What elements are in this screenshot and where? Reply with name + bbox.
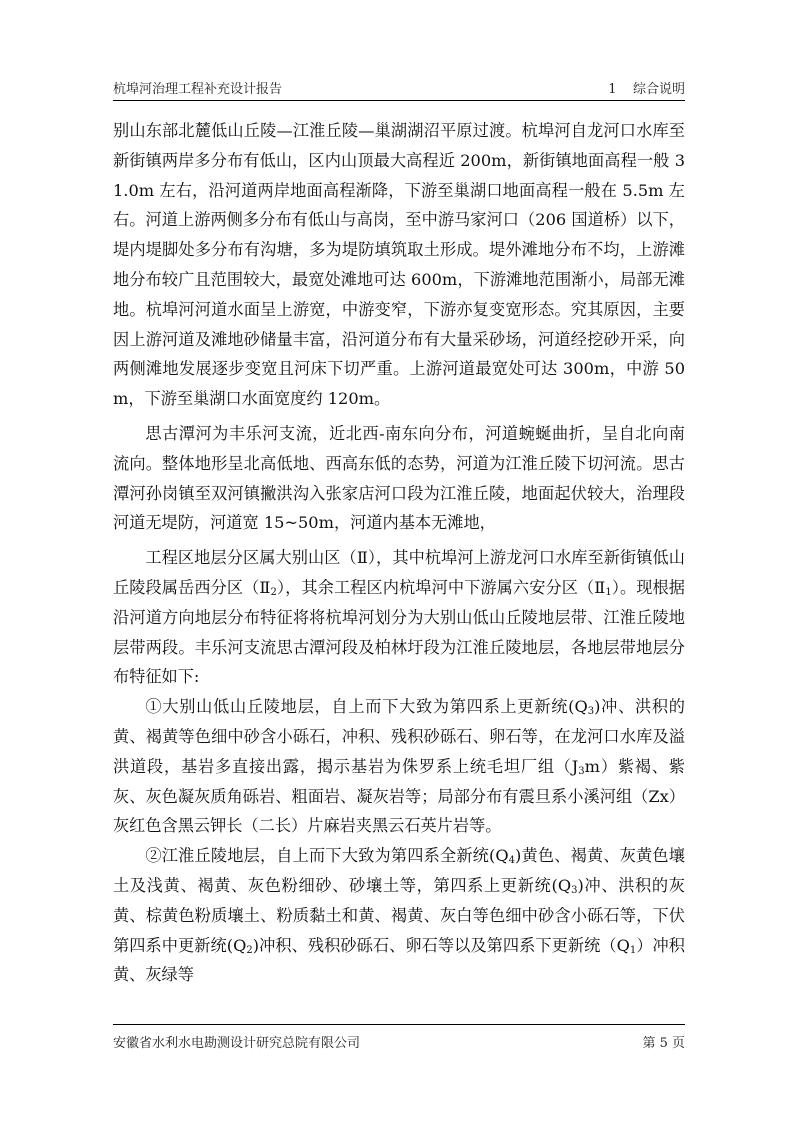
page-footer [113,1032,685,1050]
section-title: 1 综合说明 [608,82,685,97]
document-body [113,116,685,990]
page-header [113,78,685,98]
company-name: 安徽省水利水电勘测设计研究总院有限公司 [113,1036,361,1051]
paragraph-jianghuai-stratum: ②江淮丘陵地层，自上而下大致为第四系全新统$(Q_4)$黄色、褐黄、灰黄色壤土及浅黄、褐黄、灰色粉细砂、砂壤土等，第四系上更新统$(Q_3)$冲、洪积的灰黄、棕黄色粉质壤土、粉质黏土和黄、褐黄、灰白等色细中砂含小砾石等，下伏第四系中更新统$(Q_2)$冲积、残积砂砾石、卵石等以及第四系下更新统$(Q_1)$冲积黄、灰绿等 [113,846,685,985]
paragraph-stratum-division: 工程区地层分区属大别山区（Ⅱ），其中杭埠河上游龙河口水库至新街镇低山丘陵段属岳西分区$(Ⅱ_2)$，其余工程区内杭埠河中下游属六安分区$(Ⅱ_1)$。现根据沿河道方向地层分布特征将将杭埠河划分为大别山低山丘陵地层带、江淮丘陵地层带两段。丰乐河支流思古潭河段及柏林圩段为江淮丘陵地层，各地层带地层分布特征如下: [113,548,685,687]
footer-divider [113,1024,685,1025]
report-title: 杭埠河治理工程补充设计报告 [113,82,283,97]
paragraph-terrain-hangbu: 别山东部北麓低山丘陵—江淮丘陵—巢湖湖沼平原过渡。杭埠河自龙河口水库至新街镇两岸多分布有低山，区内山顶最大高程近 200m，新街镇地面高程一般 31.0m 左右，沿河道两岸地面高程渐降，下游至巢湖口地面高程一般在 5.5m 左右。河道上游两侧多分布有低山与高岗，至中游马家河口（206 国道桥）以下，堤内堤脚处多分布有沟塘，多为堤防填筑取土形成。堤外滩地分布不均，上游滩地分布较广且范围较大，最宽处滩地可达 600m，下游滩地范围渐小，局部无滩地。杭埠河河道水面呈上游宽，中游变窄，下游亦复变宽形态。究其原因，主要因上游河道及滩地砂储量丰富，沿河道分布有大量采砂场，河道经挖砂开采，向两侧滩地发展逐步变宽且河床下切严重。上游河道最宽处可达 300m，中游 50m，下游至巢湖口水面宽度约 120m。 [113,121,685,409]
header-divider [113,100,685,101]
paragraph-dabie-stratum: ①大别山低山丘陵地层，自上而下大致为第四系上更新统$(Q_3)$冲、洪积的黄、褐黄等色细中砂含小砾石，冲积、残积砂砾石、卵石等，在龙河口水库及溢洪道段，基岩多直接出露，揭示基岩为侏罗系上统毛坦厂组$(J_3m)$紫褐、紫灰、灰色凝灰质角砾岩、粗面岩、凝灰岩等；局部分布有震旦系小溪河组（Zx）灰红色含黑云钾长（二长）片麻岩夹黑云石英片岩等。 [113,697,685,836]
paragraph-sigutan-river: 思古潭河为丰乐河支流，近北西-南东向分布，河道蜿蜒曲折，呈自北向南流向。整体地形呈北高低地、西高东低的态势，河道为江淮丘陵下切河流。思古潭河孙岗镇至双河镇撇洪沟入张家店河口段为江淮丘陵，地面起伏较大，治理段河道无堤防，河道宽 15~50m，河道内基本无滩地， [113,423,685,533]
page-number: 第 5 页 [642,1036,685,1051]
